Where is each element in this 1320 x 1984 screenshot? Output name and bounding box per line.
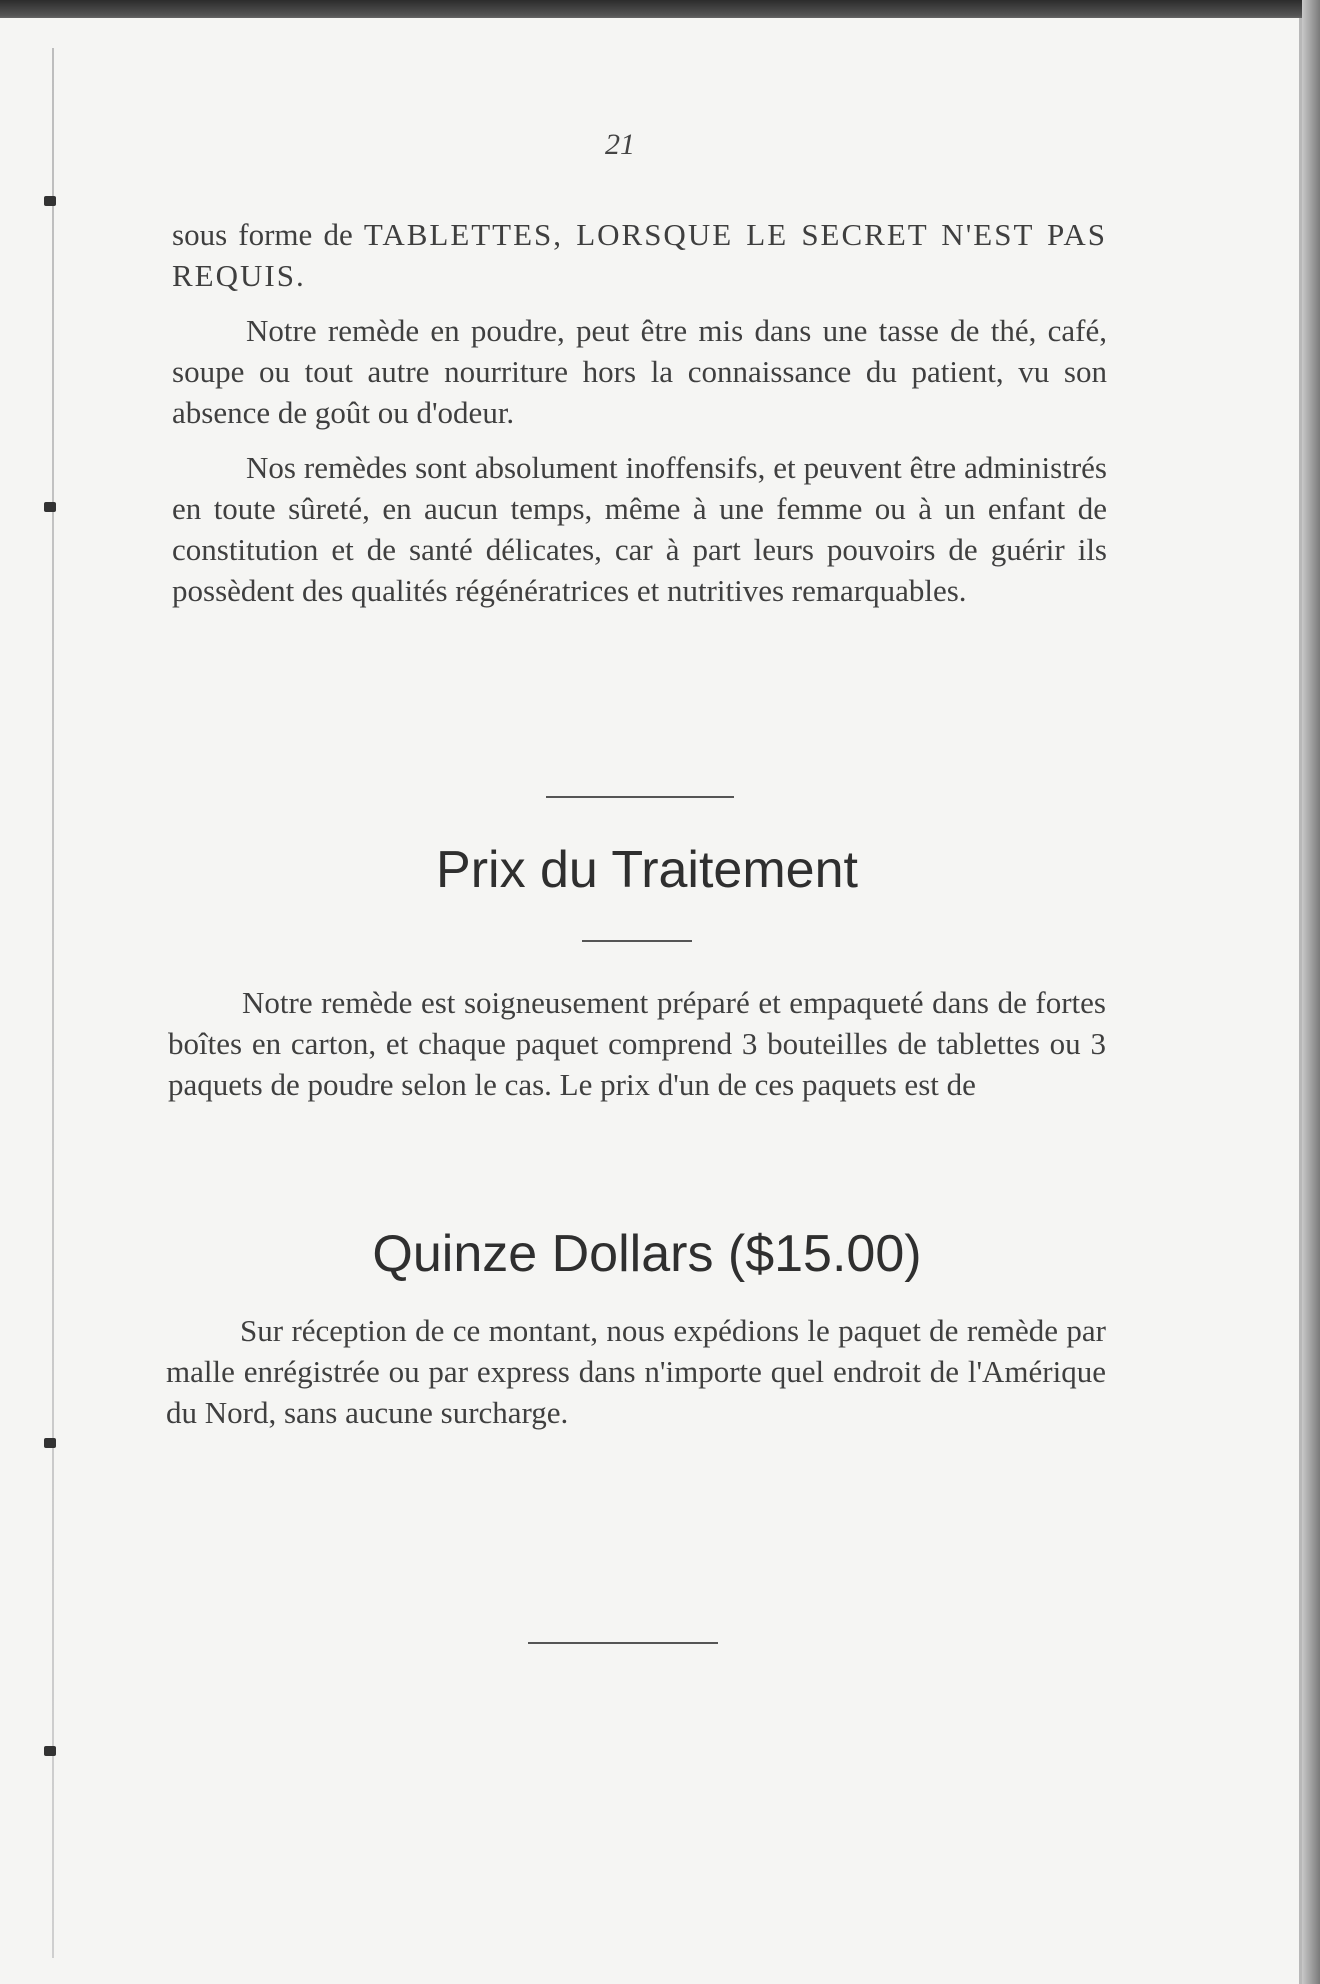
intro-caps-text: TABLETTES, LORSQUE LE SECRET N'EST PAS REQUIS. xyxy=(172,217,1108,293)
body-text-closing xyxy=(166,1310,1106,1447)
binding-stitch xyxy=(44,196,56,206)
divider-rule xyxy=(528,1642,718,1644)
paragraph-powder: Notre remède en poudre, peut être mis dans une tasse de thé, café, soupe ou tout autre nourriture hors la connaissance du patient, vu son absence de goût ou d'odeur. xyxy=(172,313,1107,430)
price-paragraph: Notre remède est soigneusement préparé et empaqueté dans de fortes boîtes en carton, et chaque paquet comprend 3 bouteilles de tablettes ou 3 paquets de poudre selon le cas. Le prix d'un de ces paquets est de xyxy=(168,985,1106,1102)
section-heading: Prix du Traitement xyxy=(436,841,858,899)
binding-stitch xyxy=(44,502,56,512)
scan-right-edge xyxy=(1302,0,1320,1984)
binding-line xyxy=(52,48,54,1958)
paragraph-harmless: Nos remèdes sont absolument inoffensifs, et peuvent être administrés en toute sûreté, en aucun temps, même à une femme ou à un enfant de constitution et de santé délicates, car à part leurs pouvoirs de guérir ils possèdent des qualités régénératrices et nutritives remarquables. xyxy=(172,450,1107,608)
intro-lead-text: sous forme de xyxy=(172,217,364,252)
binding-stitch xyxy=(44,1438,56,1448)
divider-rule xyxy=(546,796,734,798)
body-text-top xyxy=(172,214,1107,625)
page-number: 21 xyxy=(605,128,635,161)
intro-paragraph xyxy=(172,214,1107,296)
price-heading: Quinze Dollars ($15.00) xyxy=(372,1225,922,1283)
closing-paragraph: Sur réception de ce montant, nous expédions le paquet de remède par malle enrégistrée ou par express dans n'importe quel endroit de l'Amérique du Nord, sans aucune surcharge. xyxy=(166,1313,1106,1430)
body-text-price xyxy=(168,982,1106,1119)
binding-stitch xyxy=(44,1746,56,1756)
divider-rule xyxy=(582,940,692,942)
